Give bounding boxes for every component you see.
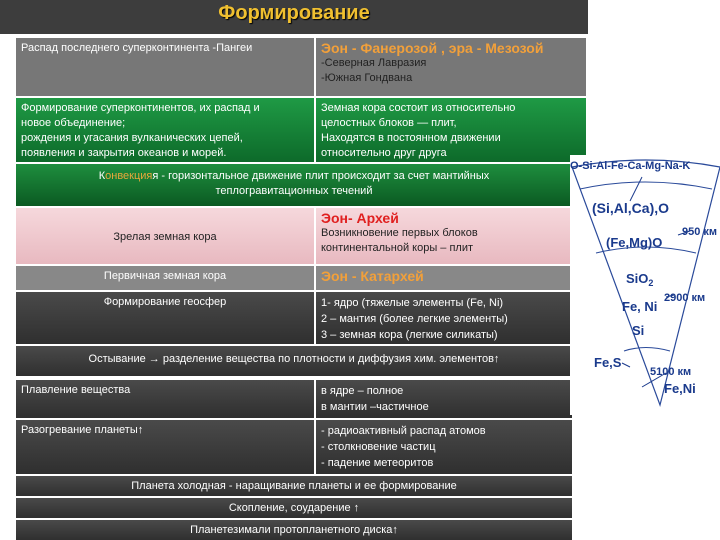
katarchean-cell (316, 266, 572, 290)
supercontinents-line1: Формирование суперконтинентов, их распад и (21, 102, 260, 114)
top-elements-label: O-Si-Al-Fe-Ca-Mg-Na-K (570, 160, 691, 172)
convection-line1 (16, 169, 572, 184)
pangea-breakup-text: Распад последнего суперконтинента -Пангеи (21, 42, 253, 54)
sio2-sub: 2 (648, 278, 654, 288)
supercontinents-line2: новое объединение; (21, 117, 126, 129)
phanerozoic-cell (316, 38, 586, 96)
sio2-main: SiO (626, 271, 649, 286)
pangea-breakup-cell (16, 38, 314, 96)
geospheres-text: Формирование геосфер (103, 296, 227, 308)
melting-cell (16, 380, 314, 418)
crust-text: 3 – земная кора (легкие силикаты) (321, 329, 498, 341)
gondwana-text: -Южная Гондвана (321, 72, 413, 84)
plates-line1: Земная кора состоит из относительно (321, 102, 516, 114)
mature-crust-cell (16, 208, 314, 264)
cold-planet-text: Планета холодная - наращивание планеты и ее формирование (131, 480, 457, 492)
primary-crust-cell (16, 266, 314, 290)
convection-rest: я - горизонтальное движение плит происходит за счет мантийных (152, 170, 490, 182)
convection-prefix: К (98, 170, 106, 182)
earth-structure-svg (570, 155, 720, 415)
si-label: Si (632, 323, 645, 338)
geospheres-cell (16, 292, 314, 344)
laurasia-text: -Северная Лавразия (321, 57, 427, 69)
heating-line1: - радиоактивный распад атомов (321, 425, 486, 437)
melting-detail-cell (316, 380, 572, 418)
phanerozoic-title: Эон - Фанерозой , эра - Мезозой (321, 40, 544, 56)
heating-detail-cell (316, 420, 572, 474)
mantle-text: 2 – мантия (более легкие элементы) (321, 313, 508, 325)
plates-line4: относительно друг друга (321, 147, 447, 159)
cold-planet-cell (16, 476, 572, 496)
primary-crust-text: Первичная земная кора (103, 270, 227, 282)
archean-line1: Возникновение первых блоков (321, 227, 478, 239)
fes-label: Fe,S (594, 355, 622, 370)
mature-crust-text: Зрелая земная кора (113, 231, 217, 243)
melting-mantle-text: в мантии –частичное (321, 401, 429, 413)
mantle-label: (Fe,Mg)O (606, 235, 663, 250)
melting-core-text: в ядре – полное (321, 385, 404, 397)
earth-structure-diagram (570, 155, 720, 415)
cooling-text: Остывание → разделение вещества по плотности и диффузия хим. элементов↑ (88, 353, 500, 365)
plates-cell (316, 98, 586, 162)
plates-line2: целостных блоков — плит, (321, 117, 457, 129)
supercontinents-line3: рождения и угасания вулканических цепей, (21, 132, 243, 144)
geospheres-detail-cell (316, 292, 572, 344)
depth1-label: 950 км (682, 226, 718, 238)
archean-title: Эон- Архей (321, 210, 399, 226)
heating-line2: - столкновение частиц (321, 441, 436, 453)
supercontinents-cell (16, 98, 314, 162)
fes-pointer (622, 363, 630, 367)
archean-line2: континентальной коры – плит (321, 242, 474, 254)
katarchean-title: Эон - Катархей (321, 268, 424, 284)
core-label: Fe,Ni (664, 381, 696, 396)
crust-label: (Si,Al,Ca),O (592, 200, 670, 216)
convection-highlight: онвекция (105, 170, 153, 182)
heating-line3: - падение метеоритов (321, 457, 434, 469)
page-title: Формирование (218, 2, 370, 24)
cooling-cell (16, 346, 572, 376)
depth3-label: 5100 км (650, 366, 692, 378)
plates-line3: Находятся в постоянном движении (321, 132, 501, 144)
melting-text: Плавление вещества (21, 384, 131, 396)
core-text: 1- ядро (тяжелые элементы (Fe, Ni) (321, 297, 504, 309)
clumping-cell (16, 498, 572, 518)
planetesimals-cell (16, 520, 572, 540)
archean-cell (316, 208, 572, 264)
supercontinents-line4: появления и закрытия океанов и морей. (21, 147, 227, 159)
planetesimals-text: Планетезимали протопланетного диска↑ (190, 524, 398, 536)
heating-text: Разогревание планеты↑ (21, 424, 144, 436)
fe-ni-mantle-label: Fe, Ni (622, 299, 658, 314)
depth2-label: 2900 км (664, 292, 706, 304)
convection-line2: теплогравитационных течений (215, 185, 373, 197)
heating-cell (16, 420, 314, 474)
convection-cell (16, 164, 572, 206)
clumping-text: Скопление, соударение ↑ (228, 502, 360, 514)
